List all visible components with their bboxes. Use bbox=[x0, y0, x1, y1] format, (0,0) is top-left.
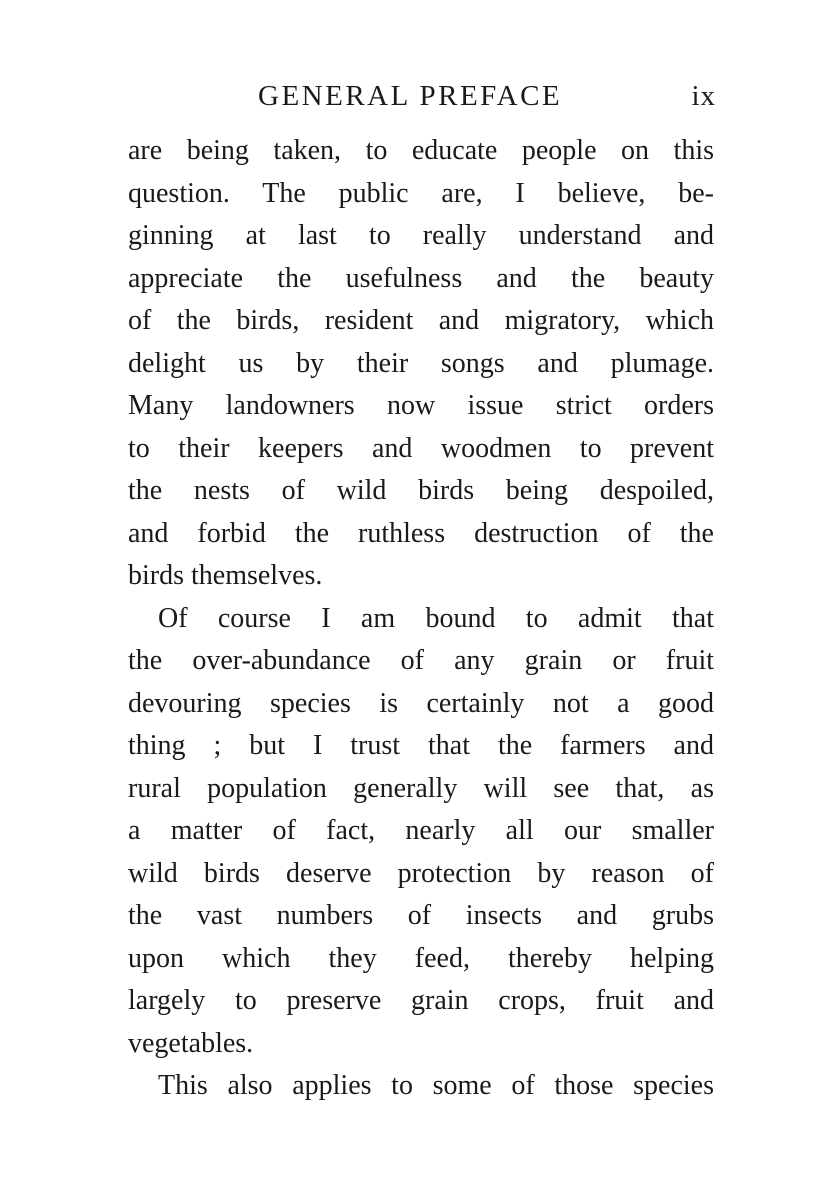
text-line: and forbid the ruthless destruction of the bbox=[128, 517, 714, 549]
text-line: This also applies to some of those species bbox=[158, 1070, 714, 1101]
text-line: question. The public are, I believe, be- bbox=[128, 177, 714, 209]
text-line: birds themselves. bbox=[128, 560, 323, 591]
text-line: a matter of fact, nearly all our smaller bbox=[128, 815, 714, 846]
text-line: appreciate the usefulness and the beauty bbox=[128, 262, 714, 294]
text-line: wild birds deserve protection by reason of bbox=[128, 857, 714, 889]
text-line: thing ; but I trust that the farmers and bbox=[128, 730, 714, 761]
text-line: Of course I am bound to admit that bbox=[158, 602, 714, 634]
running-head-title: GENERAL PREFACE bbox=[258, 80, 563, 112]
text-line: are being taken, to educate people on this bbox=[128, 135, 714, 166]
text-line: of the birds, resident and migratory, which bbox=[128, 305, 714, 336]
text-line: rural population generally will see that, as bbox=[128, 772, 714, 804]
text-line: vegetables. bbox=[128, 1027, 254, 1059]
text-line: the nests of wild birds being despoiled, bbox=[128, 475, 714, 506]
text-line: upon which they feed, thereby helping bbox=[128, 942, 714, 974]
text-line: devouring species is certainly not a good bbox=[128, 687, 714, 719]
text-line: the over-abundance of any grain or fruit bbox=[128, 645, 714, 676]
text-line: delight us by their songs and plumage. bbox=[128, 347, 714, 379]
body-text bbox=[128, 130, 714, 1108]
text-line: to their keepers and woodmen to prevent bbox=[128, 432, 714, 464]
text-line: the vast numbers of insects and grubs bbox=[128, 900, 714, 931]
page-number: ix bbox=[691, 80, 716, 112]
text-line: Many landowners now issue strict orders bbox=[128, 390, 714, 421]
text-line: largely to preserve grain crops, fruit and bbox=[128, 985, 714, 1016]
text-line: ginning at last to really understand and bbox=[128, 220, 714, 251]
running-head bbox=[128, 78, 716, 114]
